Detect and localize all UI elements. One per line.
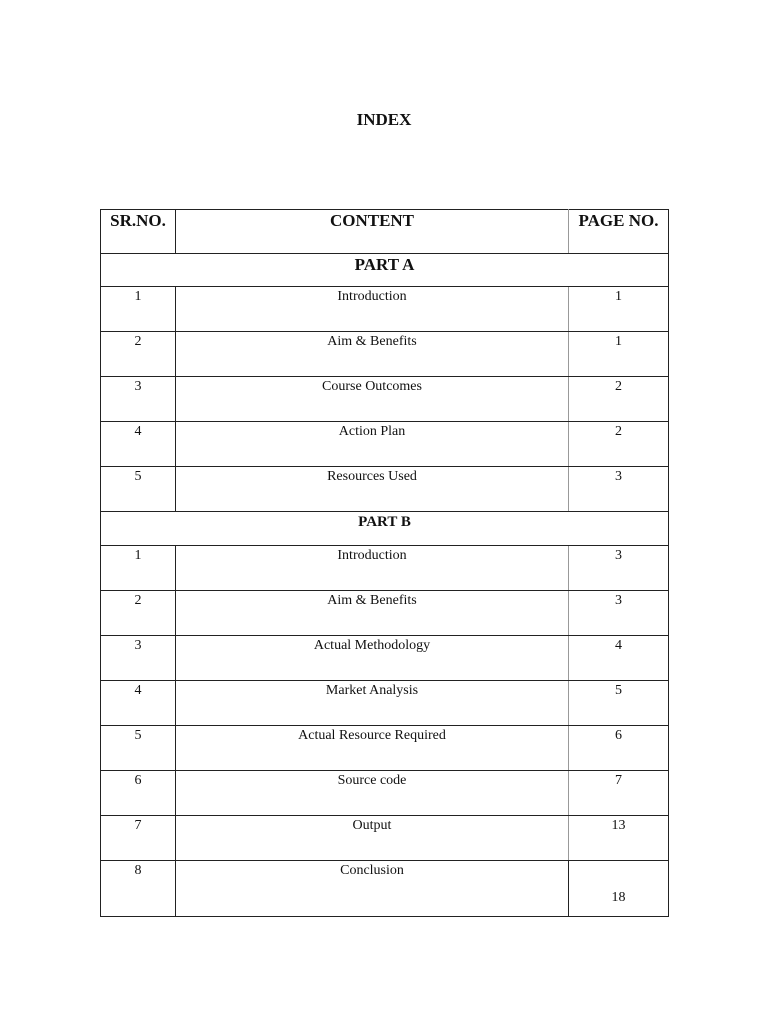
table-row [101, 422, 669, 467]
row-content: Introduction [176, 546, 569, 591]
row-sr: 1 [101, 287, 176, 332]
row-page: 5 [569, 681, 669, 726]
table-row [101, 681, 669, 726]
row-sr: 8 [101, 861, 176, 917]
row-content: Action Plan [176, 422, 569, 467]
row-sr: 5 [101, 726, 176, 771]
header-sr-no: SR.NO. [101, 210, 176, 254]
row-content: Aim & Benefits [176, 332, 569, 377]
row-content: Source code [176, 771, 569, 816]
section-label-part-a: PART A [101, 254, 669, 287]
row-sr: 4 [101, 422, 176, 467]
row-page: 13 [569, 816, 669, 861]
table-row [101, 726, 669, 771]
table-row [101, 377, 669, 422]
row-content: Course Outcomes [176, 377, 569, 422]
row-page: 18 [569, 861, 669, 917]
row-sr: 4 [101, 681, 176, 726]
row-page: 2 [569, 377, 669, 422]
row-sr: 3 [101, 377, 176, 422]
row-page: 2 [569, 422, 669, 467]
row-page: 6 [569, 726, 669, 771]
row-content: Output [176, 816, 569, 861]
row-content: Introduction [176, 287, 569, 332]
header-page-no: PAGE NO. [569, 210, 669, 254]
row-sr: 2 [101, 591, 176, 636]
table-row [101, 816, 669, 861]
row-content: Resources Used [176, 467, 569, 512]
row-content: Market Analysis [176, 681, 569, 726]
table-row [101, 636, 669, 681]
row-sr: 1 [101, 546, 176, 591]
section-row-part-b [101, 512, 669, 546]
row-sr: 2 [101, 332, 176, 377]
page-title: INDEX [356, 110, 412, 129]
row-page: 1 [569, 332, 669, 377]
index-table [100, 209, 669, 917]
row-sr: 7 [101, 816, 176, 861]
row-sr: 3 [101, 636, 176, 681]
row-content: Actual Resource Required [176, 726, 569, 771]
header-row [101, 210, 669, 254]
row-sr: 5 [101, 467, 176, 512]
table-row [101, 771, 669, 816]
header-content: CONTENT [176, 210, 569, 254]
row-page: 3 [569, 591, 669, 636]
row-page: 4 [569, 636, 669, 681]
row-page: 7 [569, 771, 669, 816]
row-content: Conclusion [176, 861, 569, 917]
row-page: 3 [569, 546, 669, 591]
table-row [101, 591, 669, 636]
row-content: Actual Methodology [176, 636, 569, 681]
section-row-part-a [101, 254, 669, 287]
table-row [101, 287, 669, 332]
row-content: Aim & Benefits [176, 591, 569, 636]
table-row [101, 467, 669, 512]
table-row [101, 861, 669, 917]
row-page: 3 [569, 467, 669, 512]
table-row [101, 332, 669, 377]
row-sr: 6 [101, 771, 176, 816]
row-page: 1 [569, 287, 669, 332]
table-row [101, 546, 669, 591]
section-label-part-b: PART B [101, 512, 669, 546]
